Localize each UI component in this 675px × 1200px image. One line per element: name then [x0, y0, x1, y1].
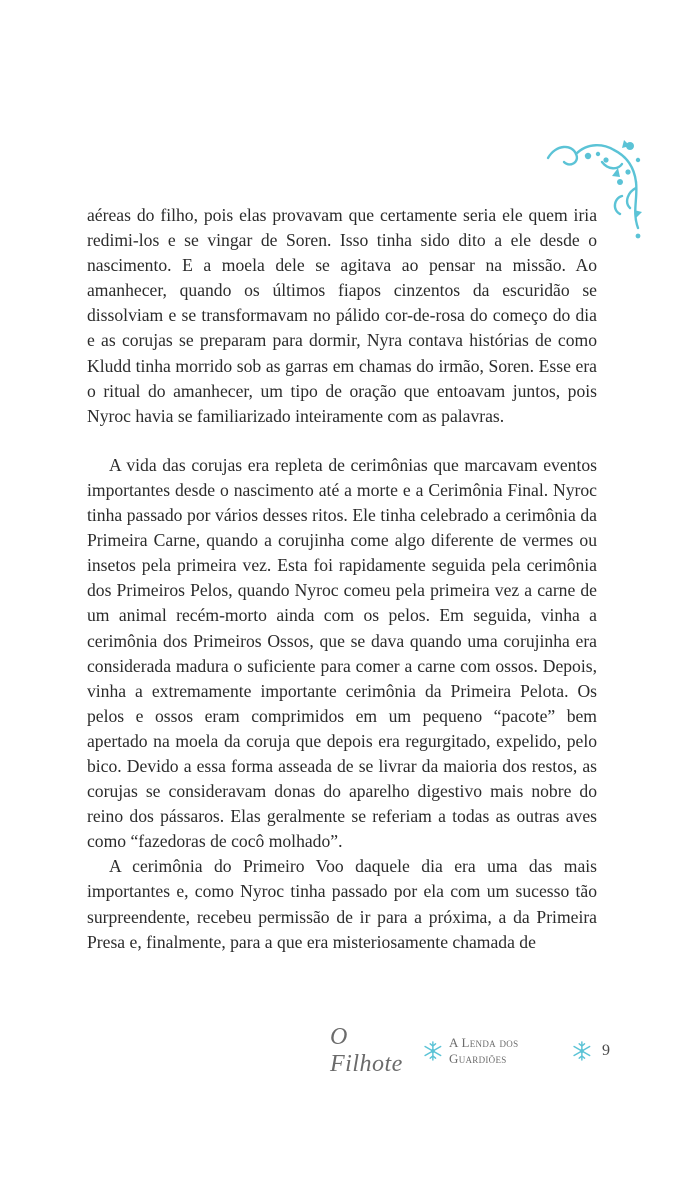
page-number: 9	[602, 1042, 610, 1059]
book-title: O Filhote	[330, 1024, 403, 1077]
series-title: A Lenda dos Guardiões	[449, 1035, 519, 1066]
paragraph-2: A vida das corujas era repleta de cerimônias que marcavam eventos importantes desde o nascimento até a morte e a Cerimônia Final. Nyroc tinha passado por vários desses ritos. Ele tinha celebrado a cerimônia da Primeira Carne, quando a corujinha come algo diferente de vermes ou insetos pela primeira vez. Esta foi rapidamente seguida pela cerimônia dos Primeiros Pelos, quando Nyroc comeu pela primeira vez a carne de um animal recém-morto ainda com os pelos. Em seguida, vinha a cerimônia dos Primeiros Ossos, que se dava quando uma corujinha era considerada madura o suficiente para comer a carne com ossos. Depois, vinha a extremamente importante cerimônia da Primeira Pelota. Os pelos e ossos eram comprimidos em um pequeno “pacote” bem apertado na moela da coruja que depois era regurgitado, expelido, pelo bico. Devido a essa forma asseada de se livrar da maioria dos restos, as corujas se consideravam donas do aparelho digestivo mais nobre do reino dos pássaros. Elas geralmente se referiam a todas as outras aves como “fazedoras de cocô molhado”.	[87, 454, 597, 852]
body-text	[87, 203, 597, 955]
snowflake-icon	[572, 1040, 592, 1062]
snowflake-icon	[423, 1040, 443, 1062]
paragraph-1: aéreas do filho, pois elas provavam que certamente seria ele quem iria redimi-los e se vingar de Soren. Isso tinha sido dito a ele desde o nascimento. E a moela dele se agitava ao pensar na missão. Ao amanhecer, quando os últimos fiapos cinzentos da escuridão se dissolviam e se transformavam no pálido cor-de-rosa do começo do dia e as corujas se preparam para dormir, Nyra contava histórias de como Kludd tinha morrido sob as garras em chamas do irmão, Soren. Esse era o ritual do amanhecer, um tipo de oração que entoavam juntos, pois Nyroc havia se familiarizado inteiramente com as palavras.	[87, 205, 597, 426]
paragraph-3: A cerimônia do Primeiro Voo daquele dia era uma das mais importantes e, como Nyroc tinha passado por ela com um sucesso tão surpreendente, recebeu permissão de ir para a próxima, a da Primeira Presa e, finalmente, para a que era misteriosamente chamada de	[87, 856, 597, 952]
page-footer	[330, 1024, 610, 1077]
